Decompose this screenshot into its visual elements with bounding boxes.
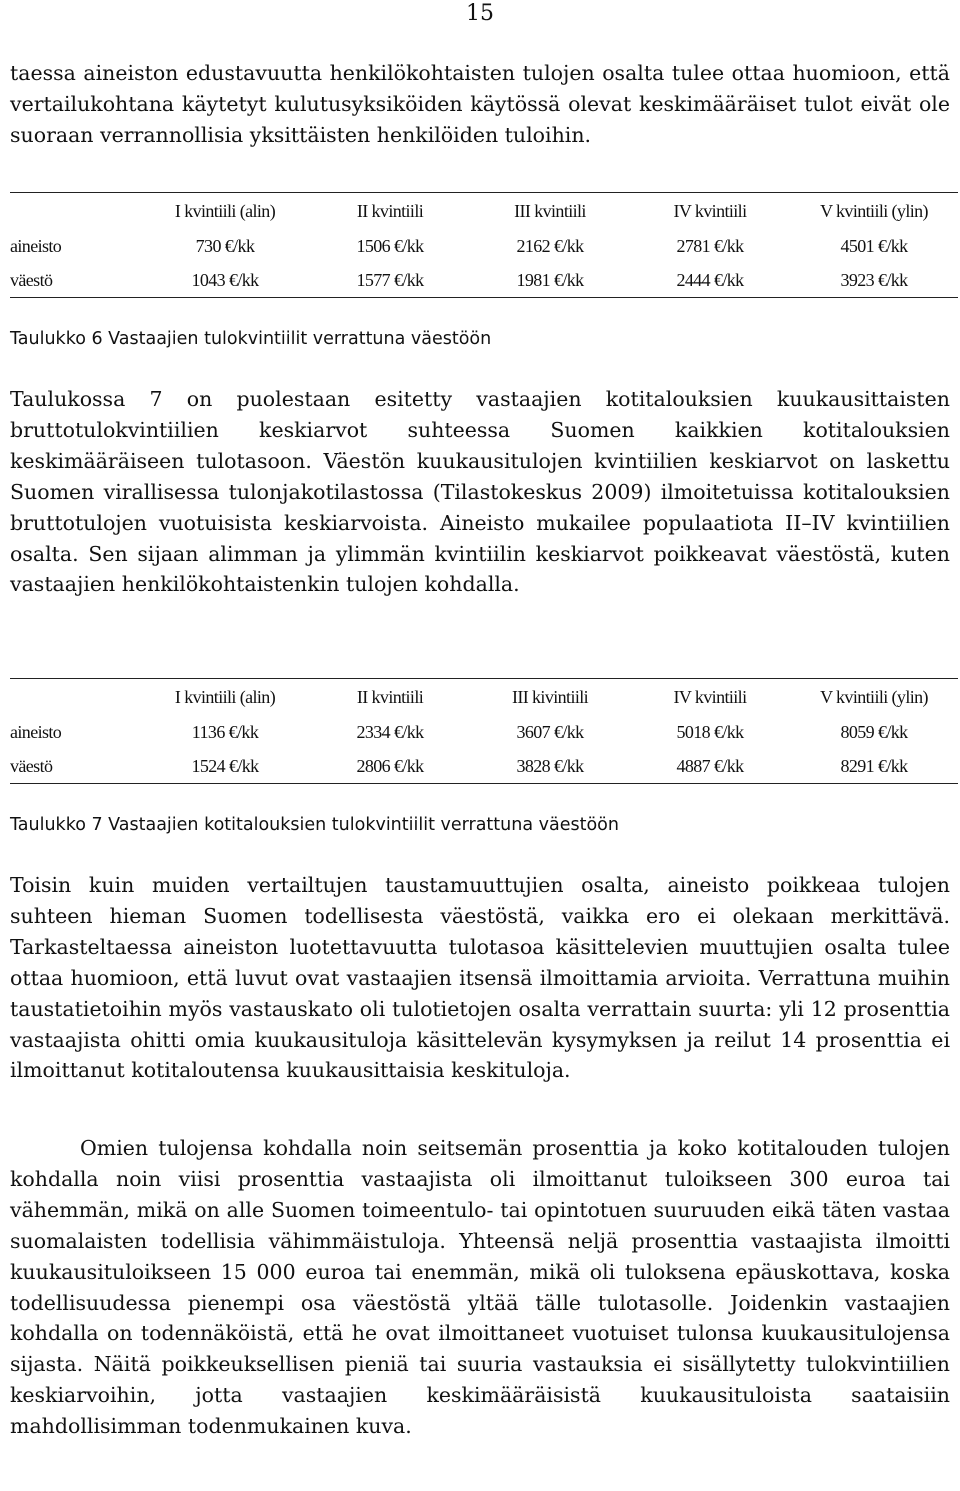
table-cell: 1506 €/kk: [356, 235, 424, 256]
table-cell: 1043 €/kk: [191, 269, 259, 290]
table-row: [10, 715, 958, 749]
paragraph-4: [10, 1133, 950, 1442]
table-row: [10, 229, 958, 263]
table-cell: 5018 €/kk: [676, 721, 744, 742]
header-cell: [10, 193, 140, 230]
header-cell: I kvintiili (alin): [174, 200, 276, 221]
income-quintile-table-6: [10, 192, 958, 298]
table-cell: 4501 €/kk: [840, 235, 908, 256]
table-cell: 2781 €/kk: [676, 235, 744, 256]
table-cell: 2806 €/kk: [356, 755, 424, 776]
table-cell: 3923 €/kk: [840, 269, 908, 290]
table-row: [10, 263, 958, 298]
row-label: väestö: [10, 269, 53, 290]
table-cell: 3828 €/kk: [516, 755, 584, 776]
table-cell: 2162 €/kk: [516, 235, 584, 256]
table-6-caption: Taulukko 6 Vastaajien tulokvintiilit verrattuna väestöön: [10, 329, 492, 349]
row-label: aineisto: [10, 721, 62, 742]
table-cell: 2444 €/kk: [676, 269, 744, 290]
table-cell: 1981 €/kk: [516, 269, 584, 290]
page-number: 15: [466, 1, 494, 26]
paragraph-2: Taulukossa 7 on puolestaan esitetty vastaajien kotitalouksien kuukausittaisten bruttotulokvintiilien keskiarvot suhteessa Suomen kaikkien kotitalouksien keskimääräiseen tulotasoon. Väestön kuukausitulojen kvintiilien keskiarvot on laskettu Suomen virallisessa tulonjakotilastossa (Tilastokeskus 2009) ilmoitetuissa kotitalouksien bruttotulojen vuotuisista keskiarvoista. Aineisto mukailee populaatiota II–IV kvintiilien osalta. Sen sijaan alimman ja ylimmän kvintiilin keskiarvot poikkeavat väestöstä, kuten vastaajien henkilökohtaistenkin tulojen kohdalla.: [10, 387, 950, 597]
paragraph-1: taessa aineiston edustavuutta henkilökohtaisten tulojen osalta tulee ottaa huomioon, että vertailukohtana käytetyt kulutusyksiköiden käytössä olevat keskimääräiset tulot eivät ole suoraan verrannollisia yksittäisten henkilöiden tuloihin.: [10, 61, 950, 147]
table-cell: 4887 €/kk: [676, 755, 744, 776]
header-cell: [10, 679, 140, 716]
table-cell: 8291 €/kk: [840, 755, 908, 776]
table-cell: 1136 €/kk: [191, 721, 259, 742]
table-cell: 3607 €/kk: [516, 721, 584, 742]
table-cell: 1577 €/kk: [356, 269, 424, 290]
header-cell: III kivintiili: [511, 686, 589, 707]
row-label: väestö: [10, 755, 53, 776]
header-cell: II kvintiili: [356, 200, 424, 221]
header-cell: V kvintiili (ylin): [820, 200, 928, 221]
household-income-quintile-table-7: [10, 678, 958, 784]
header-cell: IV kvintiili: [673, 686, 747, 707]
header-cell: III kvintiili: [514, 200, 586, 221]
table-cell: 2334 €/kk: [356, 721, 424, 742]
table-cell: 8059 €/kk: [840, 721, 908, 742]
table-row: [10, 749, 958, 784]
table-header-row: [10, 193, 958, 230]
table-7-caption: Taulukko 7 Vastaajien kotitalouksien tulokvintiilit verrattuna väestöön: [10, 815, 619, 835]
table-cell: 1524 €/kk: [191, 755, 259, 776]
header-cell: II kvintiili: [356, 686, 424, 707]
header-cell: I kvintiili (alin): [174, 686, 276, 707]
table-cell: 730 €/kk: [195, 235, 255, 256]
header-cell: IV kvintiili: [673, 200, 747, 221]
table-header-row: [10, 679, 958, 716]
header-cell: V kvintiili (ylin): [820, 686, 928, 707]
paragraph-3: Toisin kuin muiden vertailtujen taustamuuttujien osalta, aineisto poikkeaa tulojen suhteen hieman Suomen todellisesta väestöstä, vaikka ero ei olekaan merkittävä. Tarkasteltaessa aineiston luotettavuutta tulotasoa käsittelevien muuttujien osalta tulee ottaa huomioon, että luvut ovat vastaajien itsensä ilmoittamia arvioita. Verrattuna muihin taustatietoihin myös vastauskato oli tulotietojen osalta verrattain suurta: yli 12 prosenttia vastaajista ohitti omia kuukausituloja käsittelevän kysymyksen ja reilut 14 prosenttia ei ilmoittanut kotitaloutensa kuukausittaisia keskituloja.: [10, 873, 950, 1083]
row-label: aineisto: [10, 235, 62, 256]
paragraph-4-text: Omien tulojensa kohdalla noin seitsemän prosenttia ja koko kotitalouden tulojen kohdalla noin viisi prosenttia vastaajista oli ilmoittanut tuloikseen 300 euroa tai vähemmän, mikä on alle Suomen toimeentulo- tai opintotuen suuruuden eikä täten vastaa suomalaisten todellisia vähimmäistuloja. Yhteensä neljä prosenttia vastaajista ilmoitti kuukausituloikseen 15 000 euroa tai enemmän, mikä oli tuloksena epäuskottava, koska todellisuudessa pienempi osa väestöstä yltää tälle tulotasolle. Joidenkin vastaajien kohdalla on todennäköistä, että he ovat ilmoittaneet vuotuiset tulonsa kuukausitulojensa sijasta. Näitä poikkeuksellisen pieniä tai suuria vastauksia ei sisällytetty tulokvintiilien keskiarvoihin, jotta vastaajien keskimääräisistä kuukausituloista saataisiin mahdollisimman todenmukainen kuva.: [10, 1136, 950, 1439]
